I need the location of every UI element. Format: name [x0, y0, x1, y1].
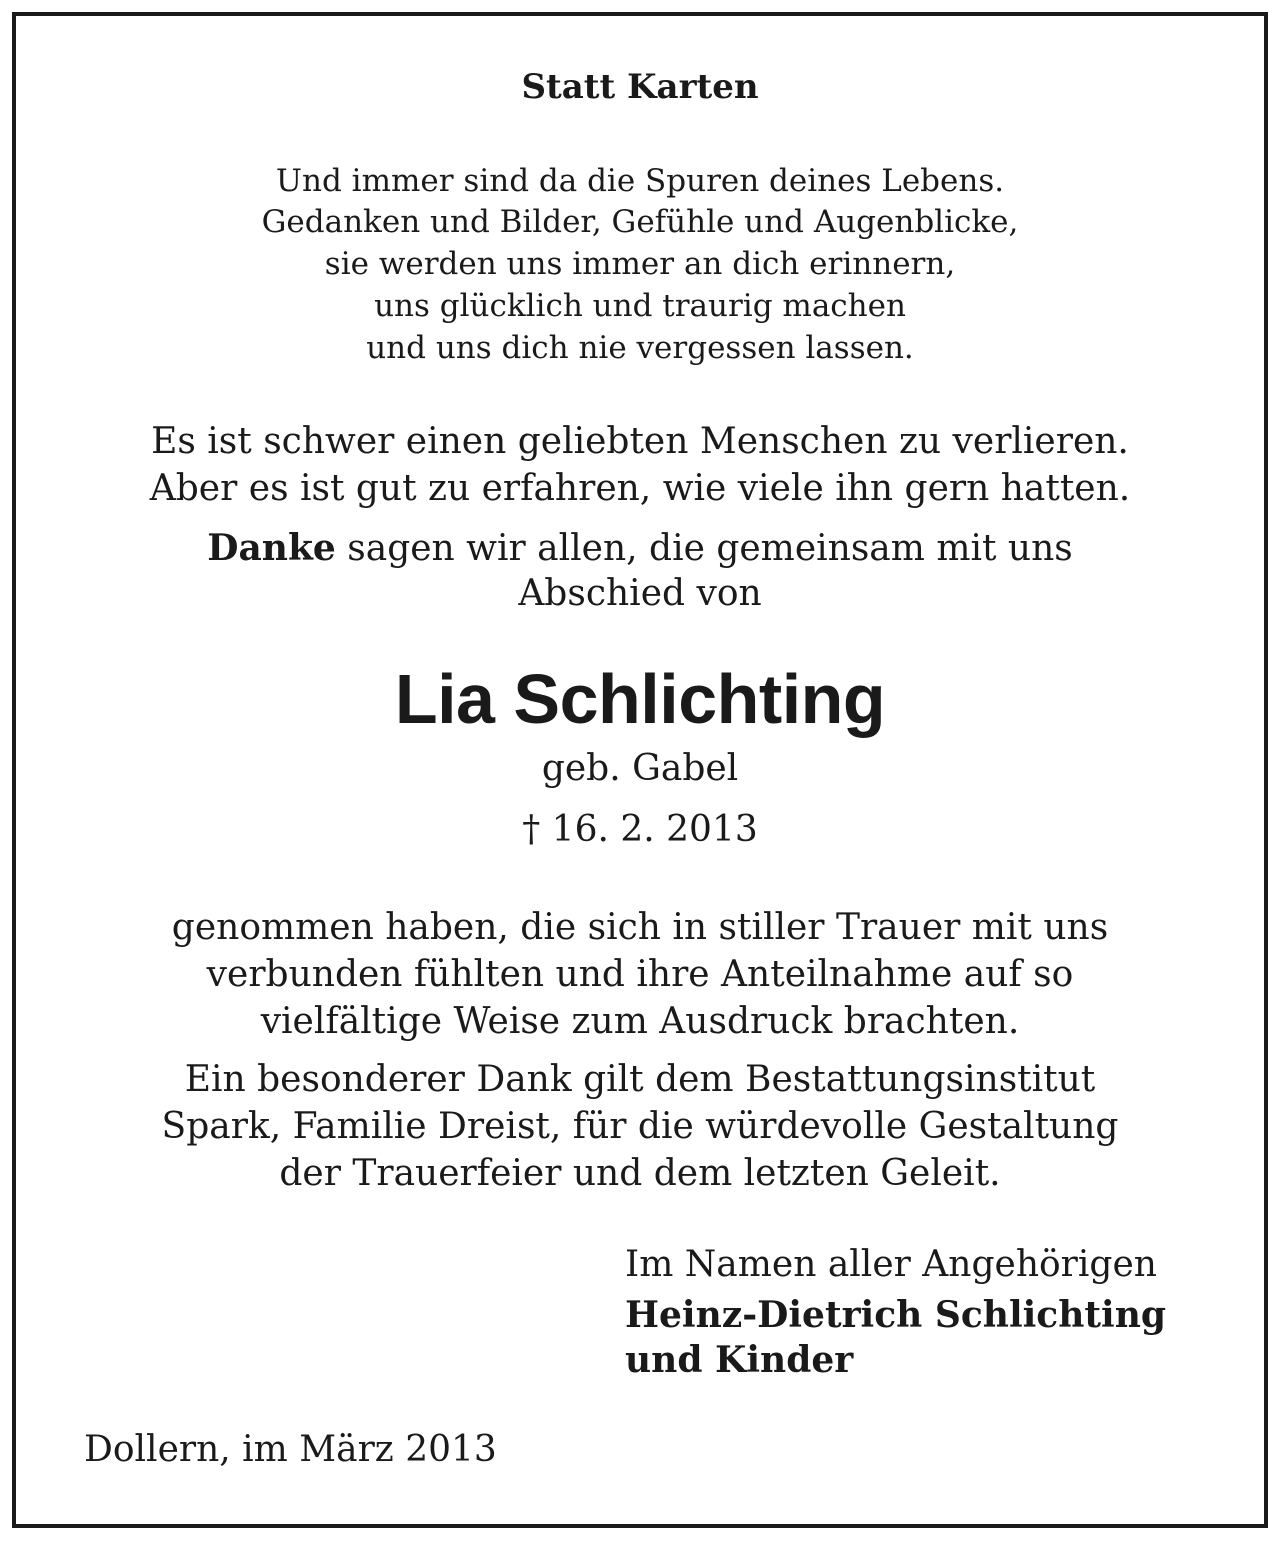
poem-line: sie werden uns immer an dich erinnern,: [324, 246, 956, 282]
closing-line: vielfältige Weise zum Ausdruck brachten.: [260, 1001, 1020, 1042]
signature-name: und Kinder: [625, 1339, 854, 1381]
intro-line: Aber es ist gut zu erfahren, wie viele ihn gern hatten.: [149, 468, 1131, 509]
signature-intro: Im Namen aller Angehörigen: [625, 1244, 1157, 1285]
poem-line: Gedanken und Bilder, Gefühle und Augenblicke,: [261, 204, 1019, 240]
deceased-name: Lia Schlichting: [394, 660, 886, 738]
thanks-line-2: Abschied von: [518, 573, 762, 614]
notice-heading: Statt Karten: [521, 67, 759, 107]
birth-name: geb. Gabel: [541, 748, 739, 789]
special-thanks-line: Ein besonderer Dank gilt dem Bestattungsinstitut: [184, 1059, 1096, 1100]
place-date: Dollern, im März 2013: [84, 1429, 497, 1470]
closing-line: verbunden fühlten und ihre Anteilnahme auf so: [206, 954, 1074, 995]
poem-line: und uns dich nie vergessen lassen.: [366, 330, 914, 366]
thanks-rest: sagen wir allen, die gemeinsam mit uns: [335, 528, 1073, 569]
closing-line: genommen haben, die sich in stiller Trauer mit uns: [171, 907, 1109, 948]
special-thanks-line: Spark, Familie Dreist, für die würdevolle Gestaltung: [161, 1106, 1119, 1147]
death-date: † 16. 2. 2013: [522, 809, 758, 850]
signature-name: Heinz-Dietrich Schlichting: [625, 1294, 1167, 1336]
special-thanks-line: der Trauerfeier und dem letzten Geleit.: [279, 1153, 1001, 1194]
poem-line: uns glücklich und traurig machen: [374, 288, 906, 324]
poem-line: Und immer sind da die Spuren deines Lebens.: [275, 163, 1005, 199]
thanks-line: [0, 527, 1280, 569]
thanks-bold-word: Danke: [207, 527, 336, 569]
intro-line: Es ist schwer einen geliebten Menschen zu verlieren.: [151, 421, 1129, 462]
